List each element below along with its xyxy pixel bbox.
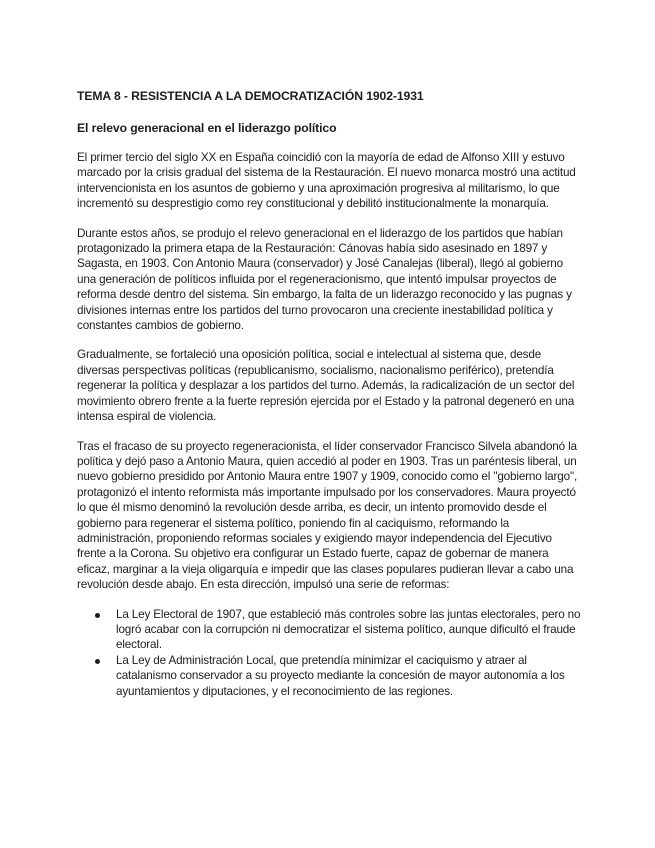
document-page <box>77 88 582 699</box>
list-item-text: La Ley Electoral de 1907, que estableció más controles sobre las juntas electorales, pero no logró acabar con la corrupción ni democratizar el sistema político, aunque dificultó el fraude electoral. <box>116 607 581 652</box>
list-item-text: La Ley de Administración Local, que pretendía minimizar el caciquismo y atraer al catalanismo conservador a su proyecto mediante la concesión de mayor autonomía a los ayuntamientos y diputaciones, y el reconocimiento de las regiones. <box>116 653 565 698</box>
paragraph-3: Gradualmente, se fortaleció una oposición política, social e intelectual al sistema que, desde diversas perspectivas políticas (republicanismo, socialismo, nacionalismo periférico), pretendía regenerar la política y desplazar a los partidos del turno. Además, la radicalización de un sector del movimiento obrero frente a la fuerte represión ejercida por el Estado y la patronal degeneró en una intensa espiral de violencia. <box>77 348 575 424</box>
paragraph-4: Tras el fracaso de su proyecto regeneracionista, el líder conservador Francisco Silvela abandonó la política y dejó paso a Antonio Maura, quien accedió al poder en 1903. Tras un paréntesis liberal, un nuevo gobierno presidido por Antonio Maura entre 1907 y 1909, conocido como el "gobierno largo", protagonizó el intento reformista más importante impulsado por los conservadores. Maura proyectó lo que él mismo denominó la revolución desde arriba, es decir, un intento promovido desde el gobierno para regenerar el sistema político, poniendo fin al caciquismo, reformando la administración, proponiendo reformas sociales y exigiendo mayor independencia del Ejecutivo frente a la Corona. Su objetivo era configurar un Estado fuerte, capaz de gobernar de manera eficaz, marginar a la vieja oligarquía e impedir que las clases populares pudieran llevar a cabo una revolución desde abajo. En esta dirección, impulsó una serie de reformas: <box>77 439 578 592</box>
paragraph-1: El primer tercio del siglo XX en España coincidió con la mayoría de edad de Alfonso XIII y estuvo marcado por la crisis gradual del sistema de la Restauración. El nuevo monarca mostró una actitud intervencionista en los asuntos de gobierno y una aproximación progresiva al militarismo, lo que incrementó su desprestigio como rey constitucional y debilitó institucionalmente la monarquía. <box>77 151 576 211</box>
bullet-icon <box>95 659 100 664</box>
list-item <box>77 607 582 653</box>
reform-list <box>77 607 582 699</box>
paragraph-2: Durante estos años, se produjo el relevo generacional en el liderazgo de los partidos que habían protagonizado la primera etapa de la Restauración: Cánovas había sido asesinado en 1897 y Sagasta, en 1903. Con Antonio Maura (conservador) y José Canalejas (liberal), llegó al gobierno una generación de políticos influida por el regeneracionismo, que intentó impulsar proyectos de reforma desde dentro del sistema. Sin embargo, la falta de un liderazgo reconocido y las pugnas y divisiones internas entre los partidos del turno provocaron una creciente inestabilidad política y constantes cambios de gobierno. <box>77 226 572 333</box>
list-item <box>77 653 582 699</box>
bullet-icon <box>95 613 100 618</box>
document-title: TEMA 8 - RESISTENCIA A LA DEMOCRATIZACIÓN 1902-1931 <box>77 89 424 103</box>
section-title: El relevo generacional en el liderazgo político <box>77 121 337 135</box>
